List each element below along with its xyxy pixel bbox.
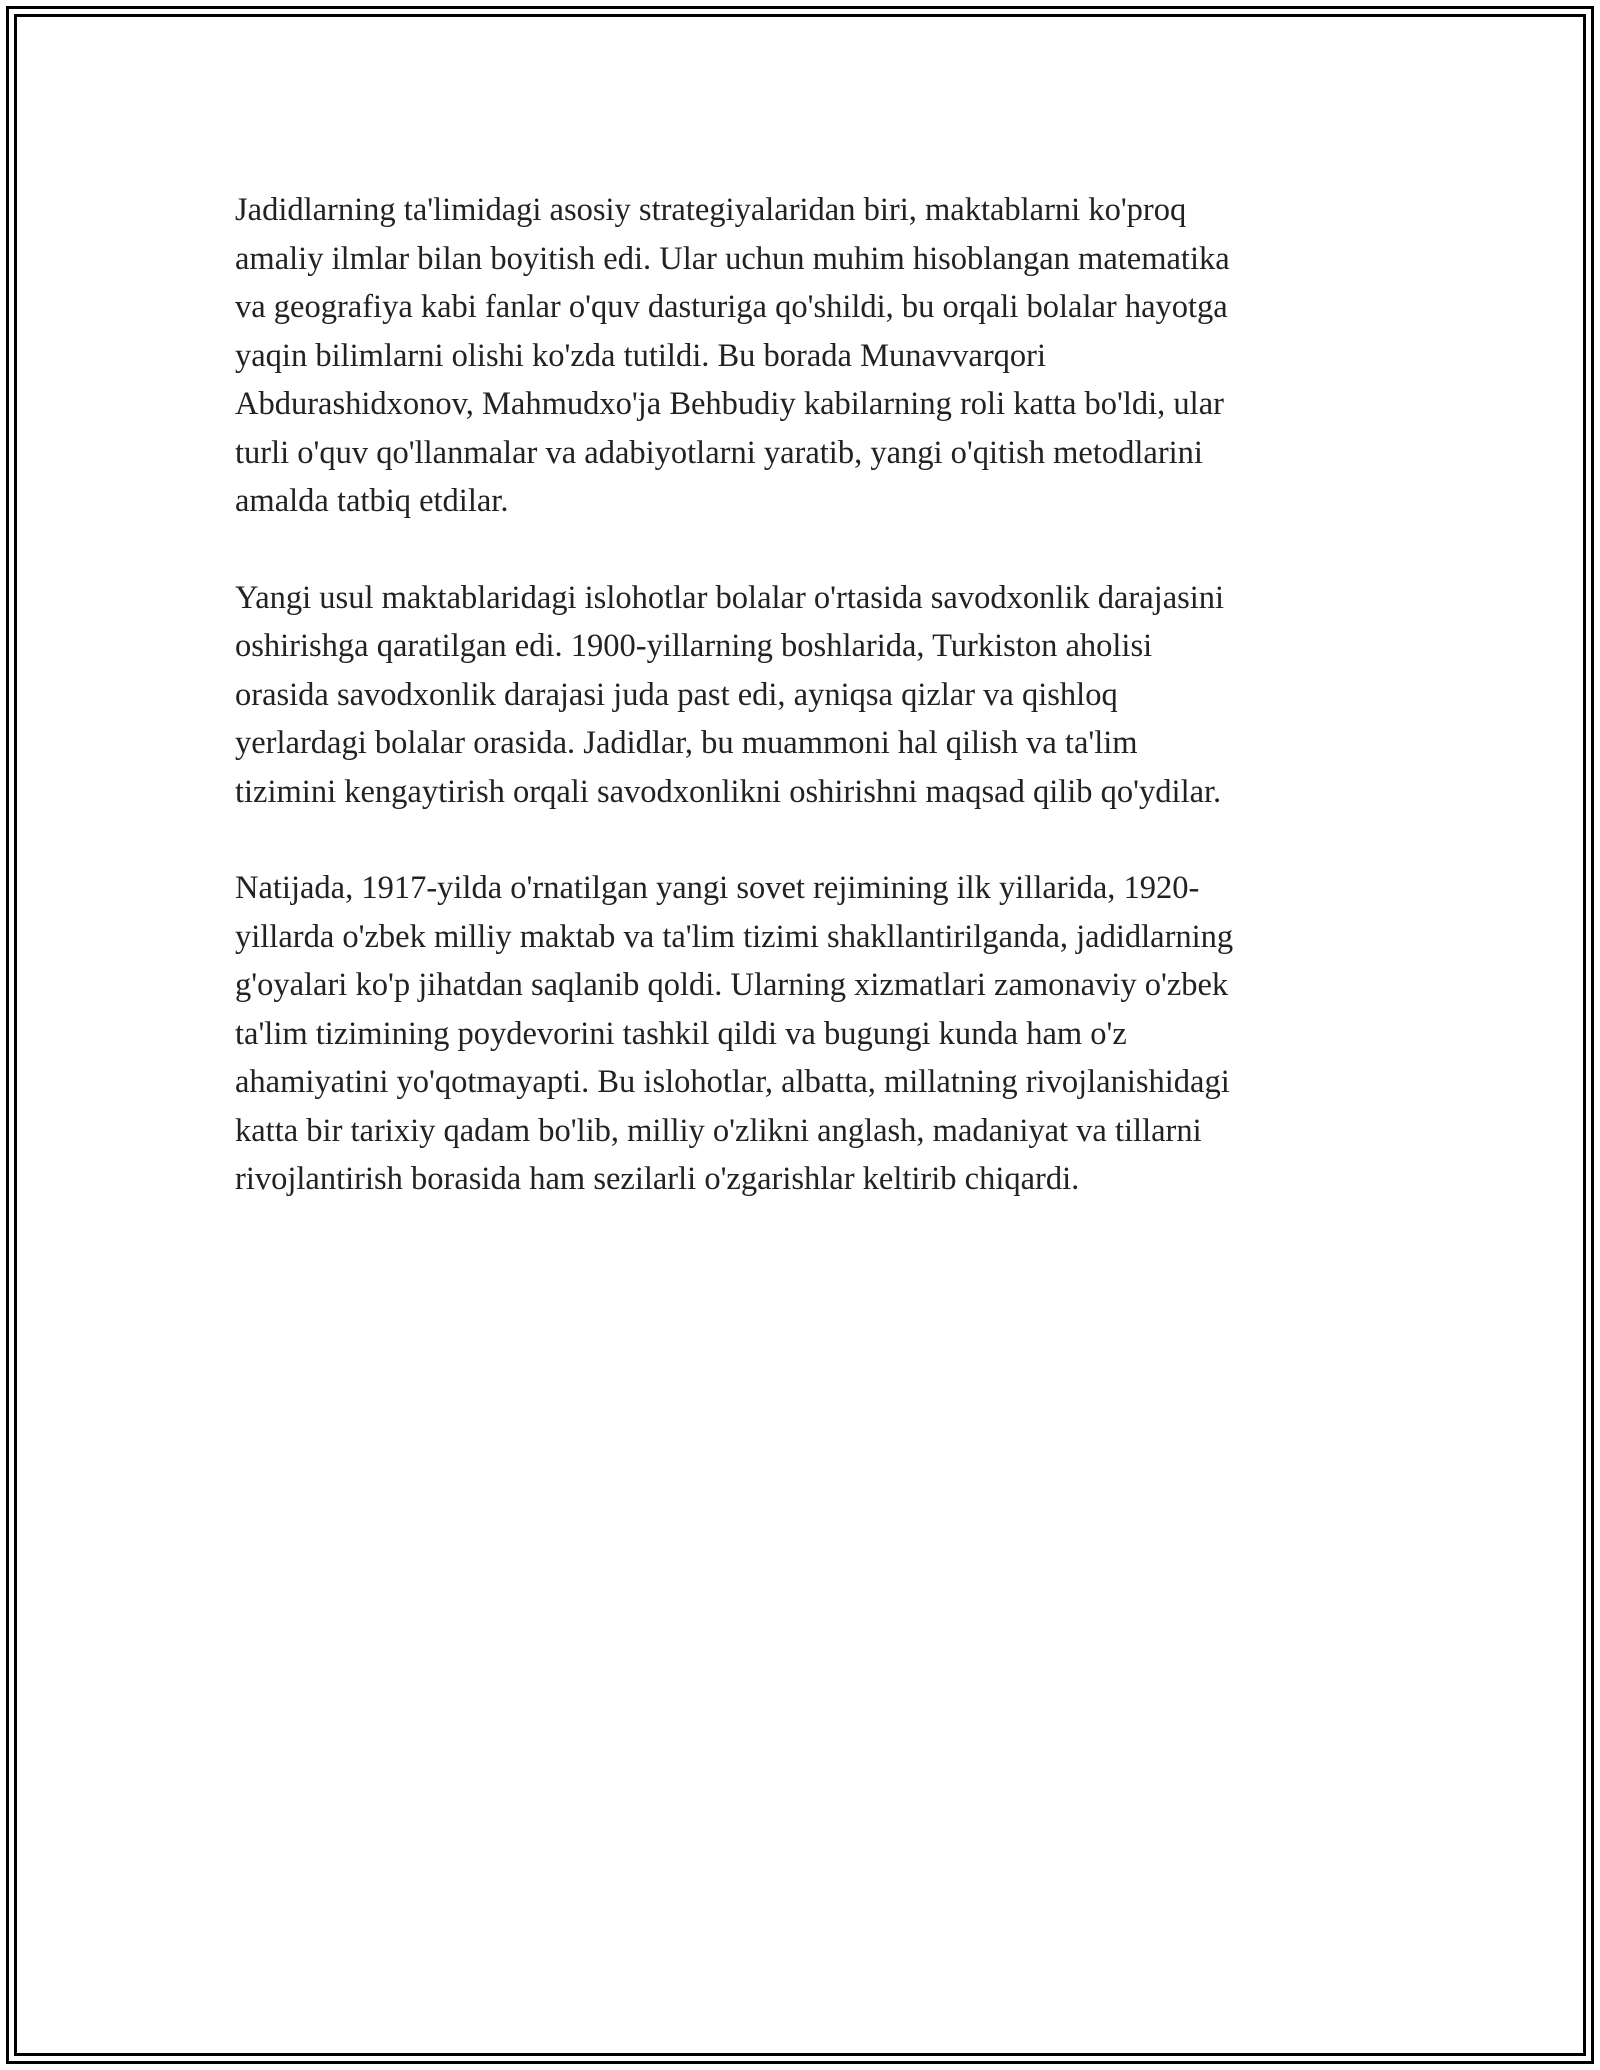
paragraph-1-line: va geografiya kabi fanlar o'quv dasturiga qo'shildi, bu orqali bolalar hayotga [235, 289, 1228, 325]
paragraph-1-line: Jadidlarning ta'limidagi asosiy strategiyalaridan biri, maktablarni ko'proq [235, 192, 1187, 228]
paragraph-2 [235, 574, 1365, 817]
paragraph-2-line: tizimini kengaytirish orqali savodxonlikni oshirishni maqsad qilib qo'ydilar. [235, 773, 1222, 810]
paragraph-3-line: g'oyalari ko'p jihatdan saqlanib qoldi. Ularning xizmatlari zamonaviy o'zbek [235, 967, 1229, 1003]
paragraph-1-line: turli o'quv qo'llanmalar va adabiyotlarni yaratib, yangi o'qitish metodlarini [235, 434, 1203, 471]
paragraph-1-line: yaqin bilimlarni olishi ko'zda tutildi. Bu borada Munavvarqori [235, 337, 1046, 374]
paragraph-2-line: yerlardagi bolalar orasida. Jadidlar, bu muammoni hal qilish va ta'lim [235, 725, 1138, 761]
paragraph-1 [235, 186, 1365, 526]
paragraph-3-line: ta'lim tizimining poydevorini tashkil qildi va bugungi kunda ham o'z [235, 1015, 1127, 1052]
paragraph-3-line: rivojlantirish borasida ham sezilarli o'zgarishlar keltirib chiqardi. [235, 1161, 1080, 1197]
paragraph-3-line: katta bir tarixiy qadam bo'lib, milliy o'zlikni anglash, madaniyat va tillarni [235, 1112, 1202, 1149]
document-body [235, 186, 1365, 1252]
paragraph-2-line: oshirishga qaratilgan edi. 1900-yillarning boshlarida, Turkiston aholisi [235, 628, 1153, 664]
paragraph-1-line: Abdurashidxonov, Mahmudxo'ja Behbudiy kabilarning roli katta bo'ldi, ular [235, 386, 1224, 422]
paragraph-3-line: Natijada, 1917-yilda o'rnatilgan yangi sovet rejimining ilk yillarida, 1920- [235, 870, 1200, 906]
paragraph-2-line: Yangi usul maktablaridagi islohotlar bolalar o'rtasida savodxonlik darajasini [235, 579, 1225, 616]
paragraph-1-line: amaliy ilmlar bilan boyitish edi. Ular uchun muhim hisoblangan matematika [235, 240, 1230, 277]
paragraph-3 [235, 864, 1365, 1204]
paragraph-3-line: ahamiyatini yo'qotmayapti. Bu islohotlar, albatta, millatning rivojlanishidagi [235, 1064, 1230, 1100]
paragraph-2-line: orasida savodxonlik darajasi juda past edi, ayniqsa qizlar va qishloq [235, 676, 1118, 713]
paragraph-3-line: yillarda o'zbek milliy maktab va ta'lim tizimi shakllantirilganda, jadidlarning [235, 918, 1234, 955]
paragraph-1-line: amalda tatbiq etdilar. [235, 483, 509, 519]
